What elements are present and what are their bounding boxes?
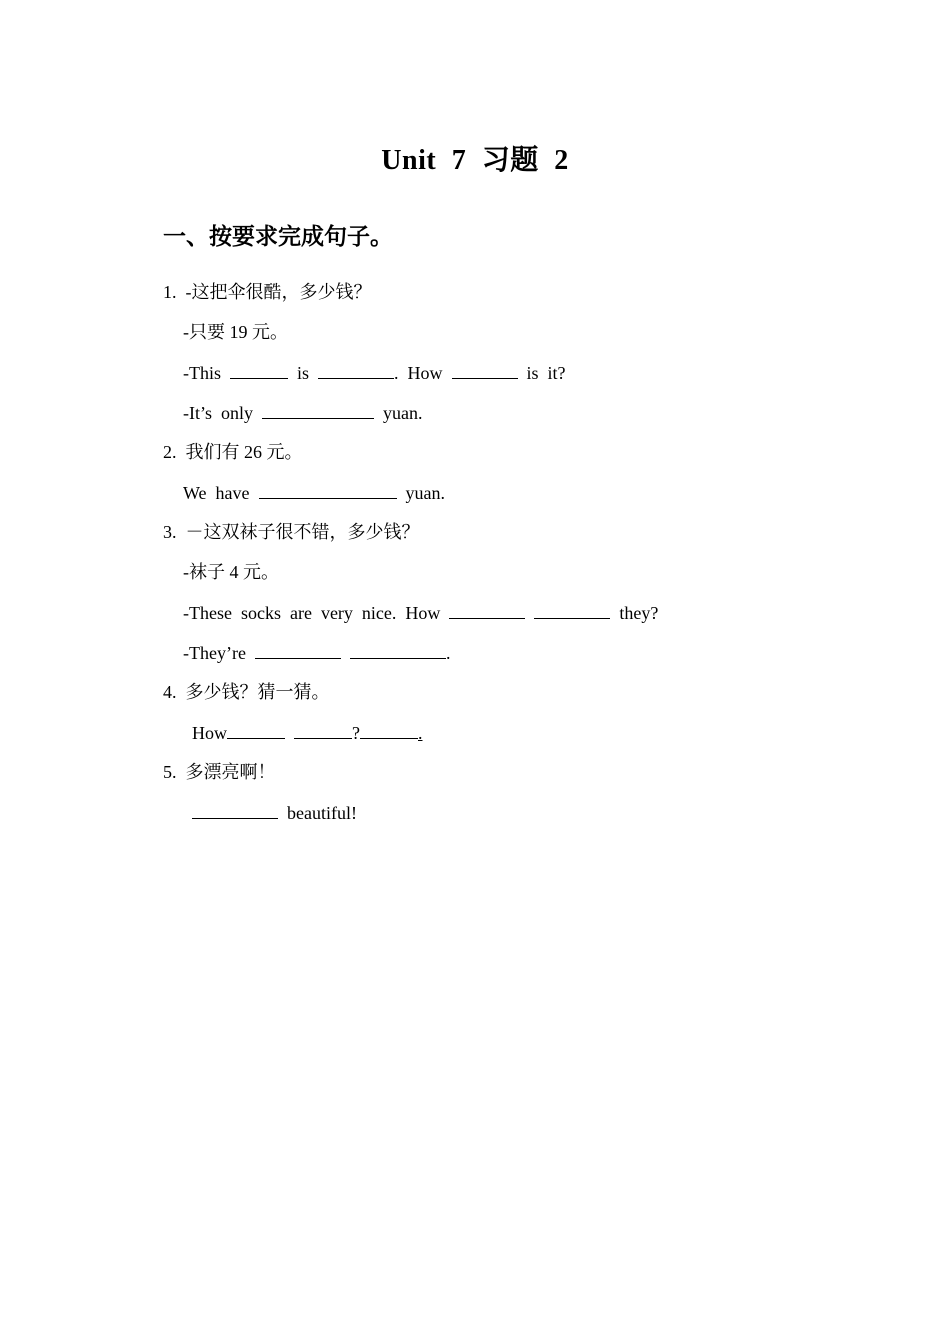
question-2-line-1	[183, 480, 445, 505]
answer-blank[interactable]	[192, 800, 278, 819]
answer-blank[interactable]	[255, 640, 341, 659]
answer-blank[interactable]	[230, 360, 288, 379]
text-segment: ?	[352, 723, 360, 743]
question-3-answer-cn: -袜子 4 元。	[183, 562, 279, 582]
text-segment: How	[192, 723, 227, 743]
text-segment: -This	[183, 363, 221, 383]
text-segment: is	[297, 363, 310, 383]
text-segment: .	[418, 723, 423, 743]
text-segment: We have	[183, 483, 250, 503]
page-title: Unit 7 习题 2	[381, 145, 569, 176]
answer-blank[interactable]	[259, 480, 397, 499]
answer-blank[interactable]	[318, 360, 394, 379]
question-5-prompt: 5. 多漂亮啊！	[163, 762, 276, 782]
section-heading: 一、按要求完成句子。	[163, 224, 393, 250]
text-segment: -It’s only	[183, 403, 253, 423]
text-segment: yuan.	[383, 403, 423, 423]
text-segment: yuan.	[405, 483, 446, 503]
question-3-prompt: 3. －这双袜子很不错，多少钱？	[163, 522, 420, 542]
answer-blank[interactable]	[360, 720, 418, 739]
question-5-line-1	[192, 800, 357, 825]
text-segment: . How	[394, 363, 443, 383]
text-segment: -They’re	[183, 643, 246, 663]
answer-blank[interactable]	[534, 600, 610, 619]
answer-blank[interactable]	[294, 720, 352, 739]
text-segment: they?	[619, 603, 659, 623]
text-segment: -These socks are very nice. How	[183, 603, 441, 623]
answer-blank[interactable]	[350, 640, 446, 659]
answer-blank[interactable]	[452, 360, 518, 379]
answer-blank[interactable]	[262, 400, 374, 419]
answer-blank[interactable]	[227, 720, 285, 739]
answer-blank[interactable]	[449, 600, 525, 619]
text-segment: is it?	[526, 363, 566, 383]
question-1-prompt: 1. -这把伞很酷，多少钱？	[163, 282, 372, 302]
question-1-line-1	[183, 360, 566, 385]
text-segment: beautiful!	[287, 803, 357, 823]
question-4-line-1	[192, 720, 423, 745]
text-segment: .	[445, 643, 451, 663]
question-2-prompt: 2. 我们有 26 元。	[163, 442, 303, 462]
question-1-line-2	[183, 400, 423, 425]
question-3-line-1	[183, 600, 658, 625]
question-1-answer-cn: -只要 19 元。	[183, 322, 288, 342]
question-3-line-2	[183, 640, 450, 665]
question-4-prompt: 4. 多少钱？猜一猜。	[163, 682, 330, 702]
